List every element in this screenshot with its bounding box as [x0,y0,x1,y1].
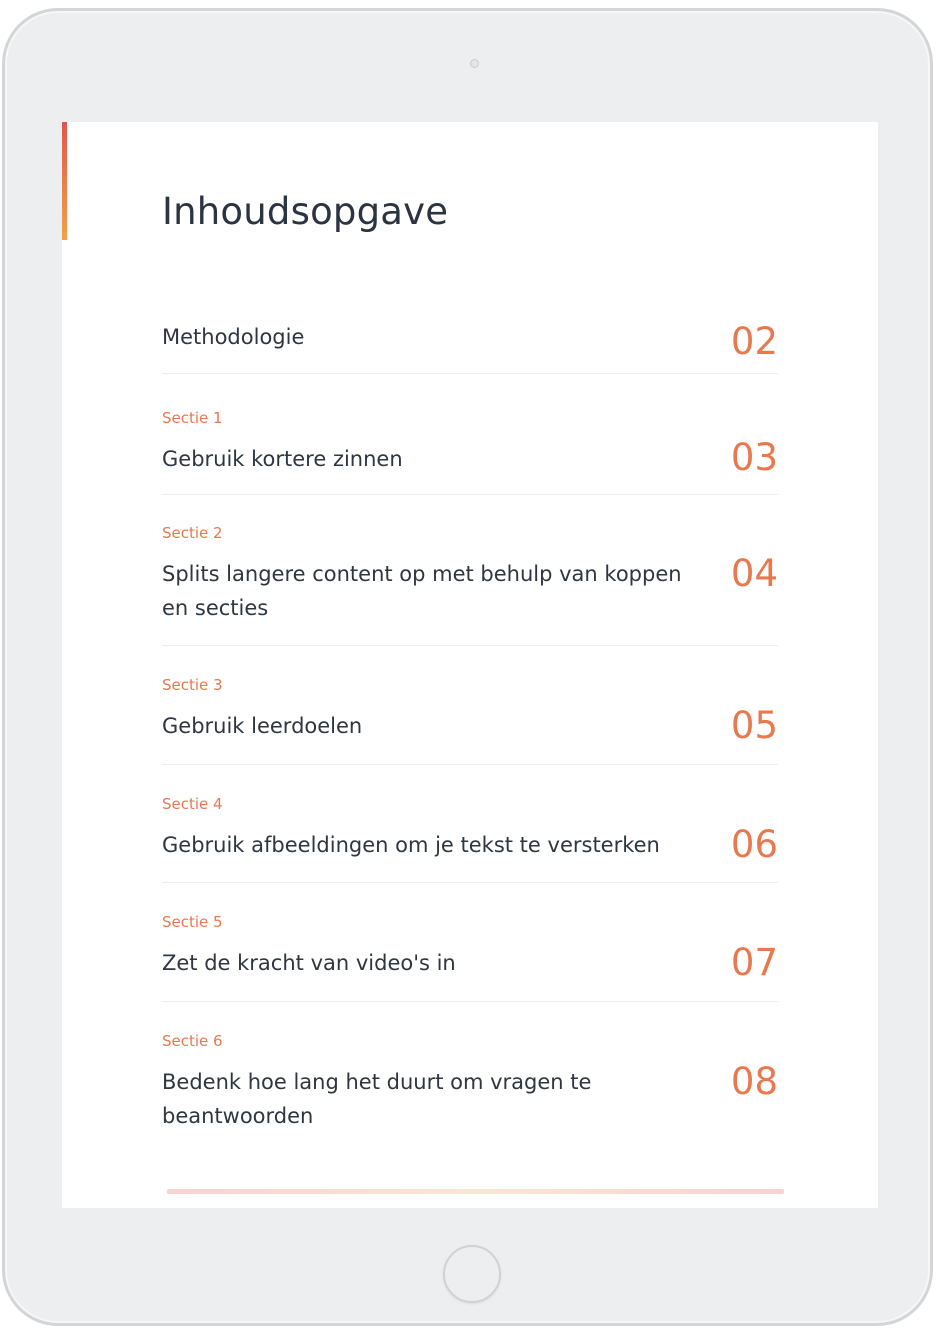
title-accent-bar [62,122,67,240]
toc-entry-section-6[interactable] [162,1002,778,1152]
toc-section-label: Sectie 4 [162,795,223,813]
bottom-divider [167,1189,784,1194]
toc-section-label: Sectie 6 [162,1032,223,1050]
toc-entry-title: Gebruik kortere zinnen [162,447,403,471]
toc-page-number: 04 [730,552,778,595]
toc-entry-methodologie[interactable] [162,290,778,374]
toc-page-number: 08 [730,1060,778,1103]
toc-entry-title: Gebruik afbeeldingen om je tekst te versterken [162,833,660,857]
toc-page-number: 03 [730,436,778,479]
toc-page-number: 07 [730,941,778,984]
toc-entry-section-3[interactable] [162,646,778,765]
table-of-contents [162,290,778,1152]
toc-entry-section-1[interactable] [162,374,778,495]
toc-entry-title: Methodologie [162,325,305,349]
toc-entry-section-2[interactable] [162,495,778,646]
camera-icon [470,59,479,68]
toc-section-label: Sectie 2 [162,524,223,542]
toc-entry-title: Splits langere content op met behulp van koppen en secties [162,562,682,620]
toc-entry-title: Gebruik leerdoelen [162,714,363,738]
toc-page-number: 05 [730,704,778,747]
page-title: Inhoudsopgave [162,190,449,233]
document-page [62,122,878,1208]
toc-entry-title: Bedenk hoe lang het duurt om vragen te beantwoorden [162,1070,592,1128]
toc-page-number: 02 [730,320,778,363]
toc-page-number: 06 [730,823,778,866]
toc-entry-section-5[interactable] [162,883,778,1002]
toc-entry-title: Zet de kracht van video's in [162,951,456,975]
home-button[interactable] [443,1245,501,1303]
toc-entry-section-4[interactable] [162,765,778,883]
toc-section-label: Sectie 3 [162,676,223,694]
toc-section-label: Sectie 1 [162,409,223,427]
toc-section-label: Sectie 5 [162,913,223,931]
